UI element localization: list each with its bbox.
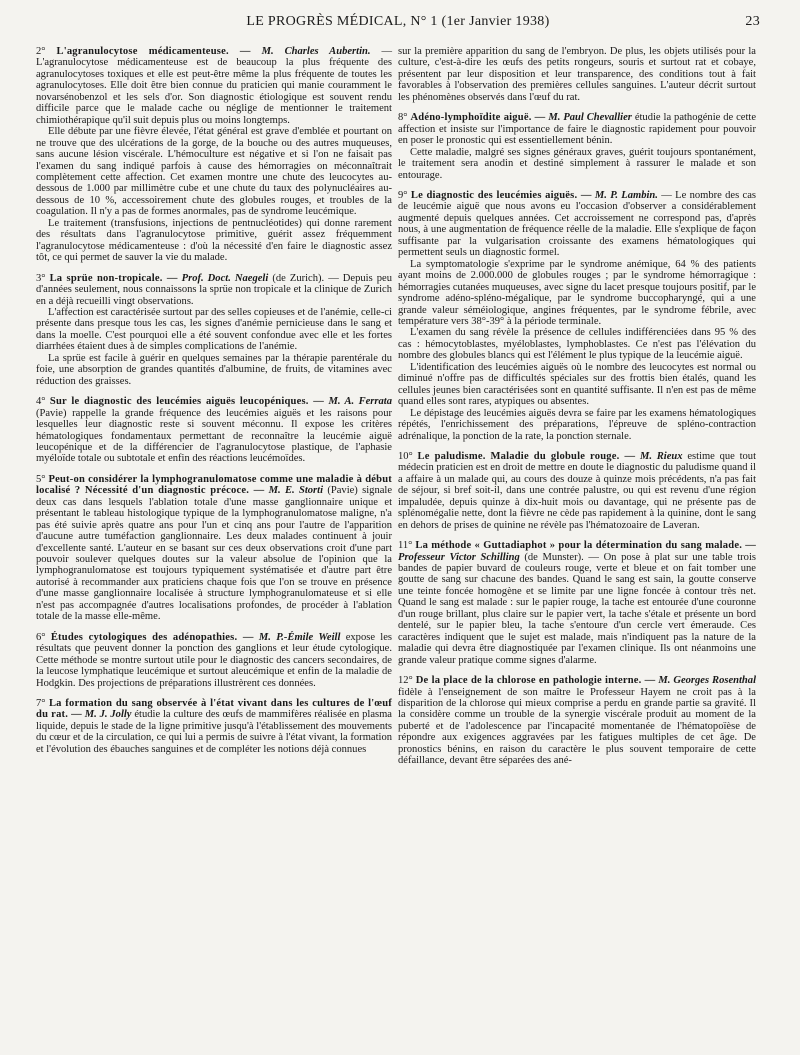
article-11 <box>398 540 756 666</box>
article-text: (de Munster). — On pose à plat sur une table trois bandes de papier buvard de couleurs rouge, verte et bleue et on fait tomber une goutte de sang sur chacune des bandes. Quand le sang est sain, la goutte conserve une teinte foncée homogène et se limite par une ligne foncée à contour très net. Quand le sang est malade : sur le papier rouge, la tache est entourée d'une couronne d'un rouge brillant, plus claire sur le papier vert, la tache s'étale et présente un bord dentelé, sur le papier bleu, la tache s'entoure d'un cercle vert émeraude. Ces caractères indiquent que le sujet est malade, mais n'indiquent pas la nature de la maladie qui devra être diagnostiquée par l'examen clinique. Ils ont néanmoins une grande valeur pratique comme signes d'alarme. <box>398 551 756 666</box>
article-number: 12° <box>398 675 413 687</box>
paragraph: L'examen du sang révèle la présence de cellules indifférenciées dans 95 % des cas : hémocytoblastes, myéloblastes, lymphoblastes. Ce n'est pas l'élévation du nombre des globules blancs qui est l'élément le plus typique de la leucémie aiguë. <box>398 327 756 362</box>
article-text: (Pavie) signale deux cas dans lesquels l'ablation totale d'une masse ganglionnaire unique et présentant le tableau histologique typique de la lymphogranulomatose maligne, n'a pas été suivie après quatre ans pour l'un et cinq ans pour l'autre de l'apparition d'aucune autre tuméfaction ganglionnaire. Les deux malades continuent à jouir d'excellente santé. L'auteur en se basant sur ces deux observations croit d'une part pouvoir soulever quelques doutes sur la valeur absolue de l'opinion que la lymphogranulomatose est toujours typiquement systématisée et d'autre part être autorisé à recommander aux praticiens chaque fois que l'on se trouve en présence d'une masse ganglionnaire localisée à structure lymphogranulomateuse et si elle n'est pas accompagnée d'autres localisations profondes, de procéder à l'ablation totale de la masse elle-même. <box>36 485 393 623</box>
paragraph: L'identification des leucémies aiguës où le nombre des leucocytes est normal ou diminué n'offre pas de difficultés spéciales sur des frottis bien étalés, quand les cellules jeunes bien caractérisées sont en quantité suffisante. Il n'en est pas de même quand elles sont rares, atypiques ou absentes. <box>398 361 756 408</box>
article-number: 10° <box>398 450 413 462</box>
article-12 <box>398 675 756 767</box>
article-10 <box>398 451 756 531</box>
article-number: 11° <box>398 540 413 552</box>
article-author: M. Rieux <box>639 450 683 462</box>
article-author: Prof. Doct. Naegeli <box>181 272 269 284</box>
article-heading: L'agranulocytose médicamenteuse. — <box>56 46 251 57</box>
article-number: 4° <box>36 396 46 408</box>
running-header <box>36 14 760 36</box>
article-heading: La méthode « Guttadiaphot » pour la détermination du sang malade. — <box>415 540 756 552</box>
paragraph: La sprüe est facile à guérir en quelques semaines par la thérapie parentérale du foie, une absorption de grandes quantités d'albumine, de fruits, de vitamines avec réduction des graisses. <box>36 352 392 387</box>
article-author: M. E. Storti <box>268 485 324 497</box>
article-number: 5° <box>36 473 46 485</box>
article-9 <box>398 190 756 442</box>
article-author: M. P. Lambin. <box>594 189 658 201</box>
left-column <box>36 46 392 764</box>
article-heading: La sprüe non-tropicale. — <box>49 272 178 284</box>
paragraph: Le dépistage des leucémies aiguës devra se faire par les examens hématologiques répétés, l'enrichissement des préparations, l'épreuve de spléno-contraction adrénalique, la ponction de la rate, la ponction sternale. <box>398 407 756 442</box>
article-heading: Le paludisme. Maladie du globule rouge. — <box>417 450 636 462</box>
article-number: 6° <box>36 631 46 643</box>
journal-title: LE PROGRÈS MÉDICAL, N° 1 (1er Janvier 1938) <box>246 14 550 29</box>
page-number: 23 <box>745 14 760 29</box>
article-heading: Sur le diagnostic des leucémies aiguës leucopéniques. — <box>49 396 325 408</box>
right-column <box>398 46 756 776</box>
paragraph: La symptomatologie s'exprime par le syndrome anémique, 64 % des patients ayant moins de 2.000.000 de globules rouges ; par le syndrome hémorragique : hémorragies cutanées muqueuses, avec signe du lacet presque toujours positif, par le syndrome adéno-spléno-mégalique, par le syndrome buccopharyngé, qui a une grande valeur séméiologique, angines fréquentes, par le syndrome fébrile, avec température vers 38°-39° à la période terminale. <box>398 258 756 327</box>
article-text: étudie la pathogénie de cette affection et insiste sur l'importance de faire le diagnostic rapidement pour pouvoir en poser le pronostic qui est essentiellement bénin. <box>398 112 757 147</box>
article-heading: Adéno-lymphoïdite aiguë. — <box>410 112 546 124</box>
article-4 <box>36 396 392 465</box>
paragraph: Elle débute par une fièvre élevée, l'état général est grave d'emblée et pourtant on ne trouve que des ulcérations de la gorge, de la bouche ou des autres muqueuses, sans aucune lésion viscérale. L'hémoculture est négative et si l'on ne faisait pas l'examen du sang indiqué parfois à cause des hémorragies on méconnaîtrait complètement cette affection. Cet examen montre une chute des leucocytes au-dessous de 1.000 par millimètre cube et une chute du taux des polynucléaires au-dessous de 10 %, accessoirement chute des globules rouges, et troubles de la coagulation. Il n'y a pas de formes anormales, pas de syndrome leucémique. <box>36 126 392 218</box>
article-text: — Le nombre des cas de leucémie aiguë que nous avons eu l'occasion d'observer a considérablement augmenté depuis quelques années. Cet accroissement ne correspond pas, d'après nous, à une augmentation de fréquence réelle de la maladie. Elle s'explique de façon suffisante par la vulgarisation croissante des examens hématologiques qui permettent seuls un diagnostic formel. <box>398 189 756 259</box>
paragraph: Le traitement (transfusions, injections de pentnucléotides) qui donne rarement des résultats dans l'agranulocytose primitive, guérit assez fréquemment l'agranulocytose médicamenteuse : d'où la nécessité d'en faire le diagnostic assez tôt, ce qui permet de sauver la vie du malade. <box>36 217 392 264</box>
article-8 <box>398 112 756 181</box>
article-text: — L'agranulocytose médicamenteuse est de beaucoup la plus fréquente des agranulocytoses toxiques et elle est peut-être même la plus fréquente de toutes les agranulocytoses. Elle doit être bien connue du praticien qui manie couramment le novarsénobenzol et les sels d'or. Son diagnostic étiologique est souvent rendu difficile parce que le malade cache ou néglige de mentionner le traitement chimiothérapique qu'il suit depuis plus ou moins longtemps. <box>36 46 393 126</box>
article-7-continued <box>398 46 756 103</box>
article-heading: Études cytologiques des adénopathies. — <box>50 631 254 643</box>
article-heading: La formation du sang observée à l'état vivant dans les cultures de l'œuf du rat. — <box>36 698 393 721</box>
article-text: expose les résultats que peuvent donner la ponction des ganglions et leur étude cytologique. Cette méthode se montre surtout utile pour le diagnostic des cancers secondaires, de la leucose lymphatique leucémique et surtout aleucémique et enfin de la maladie de Hodgkin. Des projections de préparations illustrèrent ces données. <box>36 631 393 689</box>
article-author: M. J. Jolly <box>84 709 132 721</box>
article-text: fidèle à l'enseignement de son maître le Professeur Hayem ne croit pas à la disparition de la chlorose qui mieux comprise a perdu en grande partie sa gravité. Il la considère comme un trouble de la synergie viscérale produit au moment de la puberté et de l'adolescence par l'incapacité momentanée de l'hématopoïèse de répondre aux exigences aggravées par les fatigues multiples de cet âge. De pronostics bénins, en raison du caractère le plus souvent temporaire de cette défaillance, devant être séparées des ané- <box>398 686 756 767</box>
article-text: (Pavie) rappelle la grande fréquence des leucémies aiguës et les raisons pour lesquelles leur diagnostic reste si souvent méconnu. Il expose les critères hématologiques fondamentaux permettant de reconnaître la leucémie aiguë leucopénique et de la différencier de l'agranulocytose plastique, de l'aphasie myéloïde totale ou subtotale et enfin des réactions leucémoïdes. <box>36 407 392 465</box>
article-text: (de Zurich). — Depuis peu d'années seulement, nous connaissons la sprüe non tropicale et la clinique de Zurich en a déjà recueilli vingt observations. <box>36 272 392 307</box>
article-number: 3° <box>36 272 46 284</box>
article-author: M. Georges Rosenthal <box>658 675 757 687</box>
article-heading: Le diagnostic des leucémies aiguës. — <box>410 189 592 201</box>
article-number: 8° <box>398 112 408 124</box>
article-7 <box>36 698 392 755</box>
article-author: M. P.-Émile Weill <box>258 631 341 643</box>
article-heading: Peut-on considérer la lymphogranulomatose comme une maladie à début localisé ? Nécessité d'un diagnostic précoce. — <box>36 473 392 497</box>
article-author: M. A. Ferrata <box>328 396 392 408</box>
article-text: estime que tout médecin praticien est en droit de mettre en doute le diagnostic du paludisme quand il a affaire à un malade qui, au cours des douze à quinze mois précédents, n'a pas fait de séjour, si bref soit-il, dans une contrée palustre, ou qui est revenu d'une région impaludée, depuis quinze à dix-huit mois ou davantage, qui ne présente pas de splénomégalie nette, dont la fièvre ne cède pas rapidement à la quinine, dont le sang en dehors de prises de quinine ne révèle pas l'hématozoaire de Laveran. <box>398 450 757 531</box>
article-heading: De la place de la chlorose en pathologie interne. — <box>415 675 656 687</box>
article-text: sur la première apparition du sang de l'embryon. De plus, les objets utilisés pour la culture, c'est-à-dire les œufs des petits rongeurs, souris et surtout rat et cobaye, présentent par leur disposition et leur transparence, des conditions tout à fait favorables à l'observation des premières cellules sanguines. L'auteur décrit surtout les phénomènes observés dans l'œuf du rat. <box>398 46 756 103</box>
article-number: 7° <box>36 698 46 710</box>
article-author: M. Charles Aubertin. <box>261 46 371 57</box>
article-3 <box>36 273 392 388</box>
article-author: Professeur Victor Schilling <box>398 551 520 563</box>
article-6 <box>36 632 392 689</box>
article-5 <box>36 474 392 623</box>
article-text: étudie la culture des œufs de mammifères réalisée en plasma liquide, depuis le stade de la ligne primitive jusqu'à l'établissement des mouvements du cœur et de la circulation, ce qui lui a permis de suivre à l'état vivant, la formation et l'évolution des ébauches sanguines et de compléter les notions déjà connues <box>36 709 392 755</box>
article-number: 9° <box>398 189 408 201</box>
article-number: 2° <box>36 46 46 57</box>
paragraph: Cette maladie, malgré ses signes généraux graves, guérit toujours spontanément, le traitement sera anodin et destiné simplement à rassurer le malade et son entourage. <box>398 146 756 181</box>
article-2 <box>36 46 392 264</box>
paragraph: L'affection est caractérisée surtout par des selles copieuses et de l'anémie, celle-ci présente dans presque tous les cas, les signes d'anémie pernicieuse dans le sang et dans la moelle. C'est pourquoi elle a été souvent confondue avec elle et les fortes diarrhées étaient dues à de simples complications de l'anémie. <box>36 306 392 353</box>
article-author: M. Paul Chevallier <box>548 112 632 124</box>
